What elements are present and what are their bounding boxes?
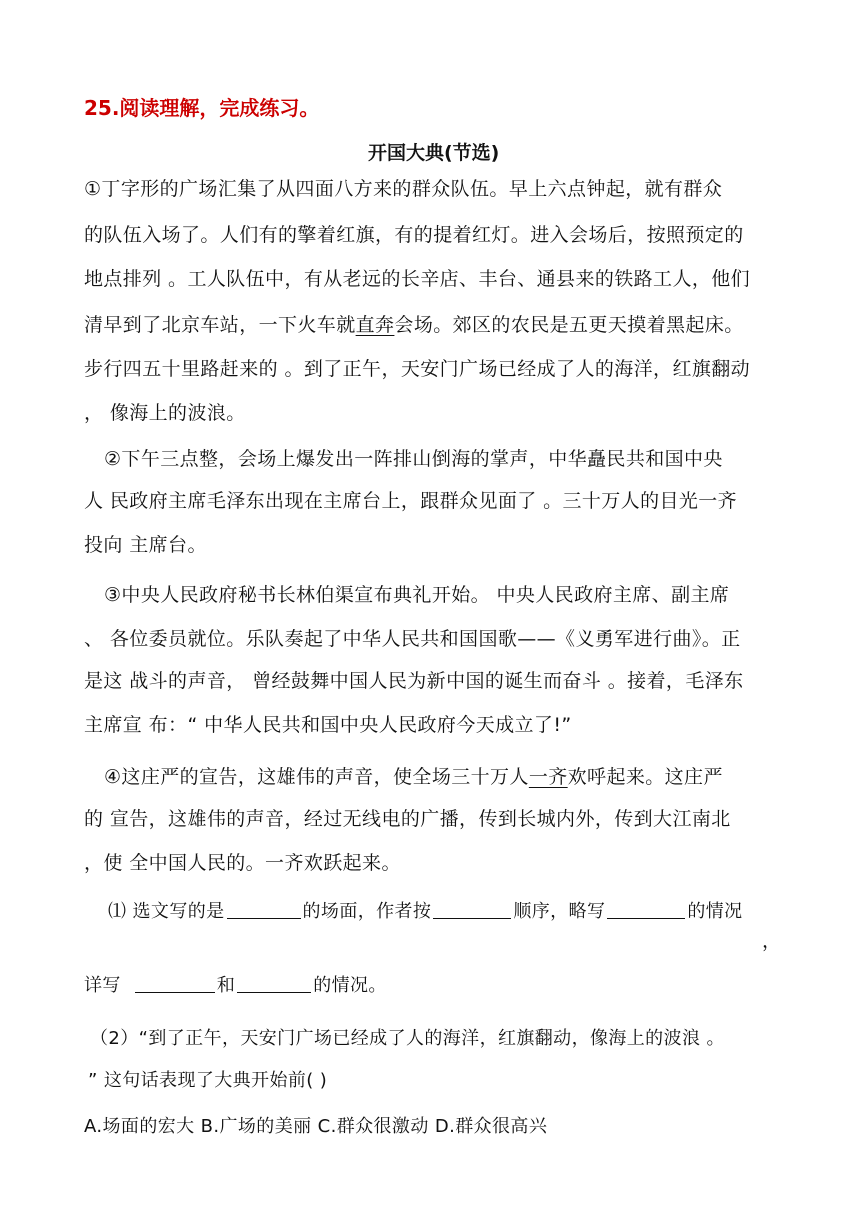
answer-blank[interactable] [135, 972, 215, 993]
passage-text: ④这庄严的宣告，这雄伟的声音，使全场三十万人 [104, 766, 529, 788]
passage-line: 投向 主席台。 [84, 534, 207, 556]
answer-blank[interactable] [227, 898, 301, 919]
q1-text-f: 和 [216, 975, 236, 996]
q1-text-a: ⑴ 选文写的是 [108, 901, 225, 922]
passage-title: 开国大典(节选) [368, 142, 500, 164]
passage-line: ②下午三点整，会场上爆发出一阵排山倒海的掌声，中华矗民共和国中央 [104, 448, 723, 470]
passage-line: ①丁字形的广场汇集了从四面八方来的群众队伍。早上六点钟起，就有群众 [84, 178, 723, 200]
answer-blank[interactable] [237, 972, 311, 993]
passage-line: 步行四五十里路赶来的 。到了正午，天安门广场已经成了人的海洋，红旗翻动 [84, 358, 751, 380]
passage-line: 、 各位委员就位。乐队奏起了中华人民共和国国歌——《义勇军进行曲》。正 [84, 628, 741, 650]
sub-question-2: （2）“到了正午，天安门广场已经成了人的海洋，红旗翻动，像海上的波浪 。 [90, 1028, 725, 1049]
underlined-word: 一齐 [528, 766, 568, 788]
passage-text: 清早到了北京车站，一下火车就 [84, 314, 356, 336]
q1-text-b: 的场面，作者按 [302, 901, 432, 922]
question-title: 25.阅读理解，完成练习。 [84, 96, 320, 120]
passage-line: 主席宣 布：“ 中华人民共和国中央人民政府今天成立了!” [84, 714, 572, 736]
passage-line: 的 宣告，这雄伟的声音，经过无线电的广播，传到长城内外，传到大江南北 [84, 808, 731, 830]
q1-comma: ， [762, 930, 782, 952]
q1-text-c: 顺序，略写 [513, 901, 606, 922]
q1-text-g: 的情况。 [313, 975, 387, 996]
q1-text-d: 的情况 [687, 901, 743, 922]
passage-text: 欢呼起来。这庄严 [567, 766, 723, 788]
passage-line [84, 312, 744, 338]
passage-line: ，使 全中国人民的。一齐欢跃起来。 [84, 852, 401, 874]
passage-line [104, 764, 723, 790]
passage-line: ③中央人民政府秘书长林伯渠宣布典礼开始。 中央人民政府主席、副主席 [104, 584, 730, 606]
passage-line: 人 民政府主席毛泽东出现在主席台上，跟群众见面了 。三十万人的目光一齐 [84, 490, 738, 512]
answer-blank[interactable] [607, 898, 685, 919]
q1-text-e: 详写 [84, 975, 121, 996]
passage-line: ， 像海上的波浪。 [84, 402, 246, 424]
underlined-word: 直奔 [355, 314, 395, 336]
sub-question-1-cont [84, 972, 387, 999]
sub-question-2-cont: ” 这句话表现了大典开始前( ) [88, 1070, 328, 1091]
answer-options: A.场面的宏大 B.广场的美丽 C.群众很激动 D.群众很高兴 [84, 1116, 548, 1137]
answer-blank[interactable] [433, 898, 511, 919]
sub-question-1 [108, 898, 743, 925]
passage-line: 是这 战斗的声音， 曾经鼓舞中国人民为新中国的诞生而奋斗 。接着，毛泽东 [84, 670, 744, 692]
passage-line: 的队伍入场了。人们有的擎着红旗，有的提着红灯。进入会场后，按照预定的 [84, 224, 744, 246]
passage-line: 地点排列 。工人队伍中，有从老远的长辛店、丰台、通县来的铁路工人，他们 [84, 268, 751, 290]
passage-text: 会场。郊区的农民是五更天摸着黑起床。 [394, 314, 744, 336]
